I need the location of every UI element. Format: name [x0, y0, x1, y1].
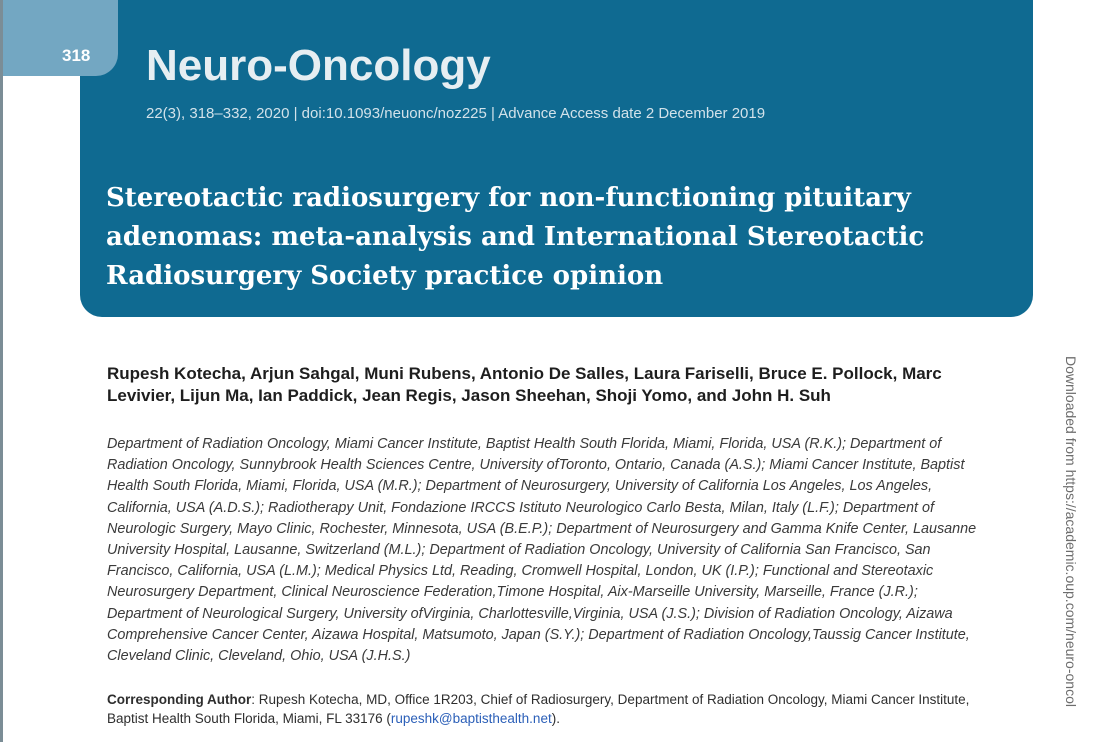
- corresponding-author-label: Corresponding Author: [107, 692, 252, 707]
- corresponding-author-block: [107, 690, 987, 728]
- page-number: 318: [62, 46, 91, 65]
- corresponding-author-email-link[interactable]: rupeshk@baptisthealth.net: [390, 711, 552, 726]
- journal-citation-line: 22(3), 318–332, 2020 | doi:10.1093/neuonc/noz225 | Advance Access date 2 December 2019: [146, 105, 766, 122]
- article-title: Stereotactic radiosurgery for non-functioning pituitary adenomas: meta-analysis and International Stereotactic Radiosurgery Society practice opinion: [106, 183, 925, 291]
- corresponding-author-text: : Rupesh Kotecha, MD, Office 1R203, Chief of Radiosurgery, Department of Radiation Oncology, Miami Cancer Institute, Baptist Health South Florida, Miami, FL 33176 (: [107, 692, 970, 726]
- affiliations-list: Department of Radiation Oncology, Miami Cancer Institute, Baptist Health South Florida, Miami, Florida, USA (R.K.); Department of Radiation Oncology, Sunnybrook Health Sciences Centre, University ofToronto, Ontario, Canada (A.S.); Miami Cancer Institute, Baptist Health South Florida, Miami, Florida, USA (M.R.); Department of Neurosurgery, University of California Los Angeles, Los Angeles, California, USA (A.D.S.); Radiotherapy Unit, Fondazione IRCCS Istituto Neurologico Carlo Besta, Milan, Italy (L.F.); Department of Neurologic Surgery, Mayo Clinic, Rochester, Minnesota, USA (B.E.P.); Department of Neurosurgery and Gamma Knife Center, Lausanne University Hospital, Lausanne, Switzerland (M.L.); Department of Radiation Oncology, University of California San Francisco, San Francisco, California, USA (L.M.); Medical Physics Ltd, Reading, Cromwell Hospital, London, UK (I.P.); Functional and Stereotaxic Neurosurgery Department, Clinical Neuroscience Federation,Timone Hospital, Aix-Marseille University, Marseille, France (J.R.); Department of Neurological Surgery, University ofVirginia, Charlottesville,Virginia, USA (J.S.); Division of Radiation Oncology, Aizawa Comprehensive Cancer Center, Aizawa Hospital, Matsumoto, Japan (S.Y.); Department of Radiation Oncology,Taussig Cancer Institute, Cleveland Clinic, Cleveland, Ohio, USA (J.H.S.): [107, 436, 977, 665]
- page-left-edge: [0, 0, 3, 742]
- download-source-note: Downloaded from https://academic.oup.com/neuro-oncol: [1063, 356, 1079, 707]
- corresponding-author-closing: ).: [551, 711, 560, 726]
- page-number-tab: [3, 0, 118, 76]
- author-list: Rupesh Kotecha, Arjun Sahgal, Muni Rubens, Antonio De Salles, Laura Fariselli, Bruce E. Pollock, Marc Levivier, Lijun Ma, Ian Paddick, Jean Regis, Jason Sheehan, Shoji Yomo, and John H. Suh: [107, 364, 942, 405]
- journal-title: Neuro-Oncology: [146, 41, 491, 90]
